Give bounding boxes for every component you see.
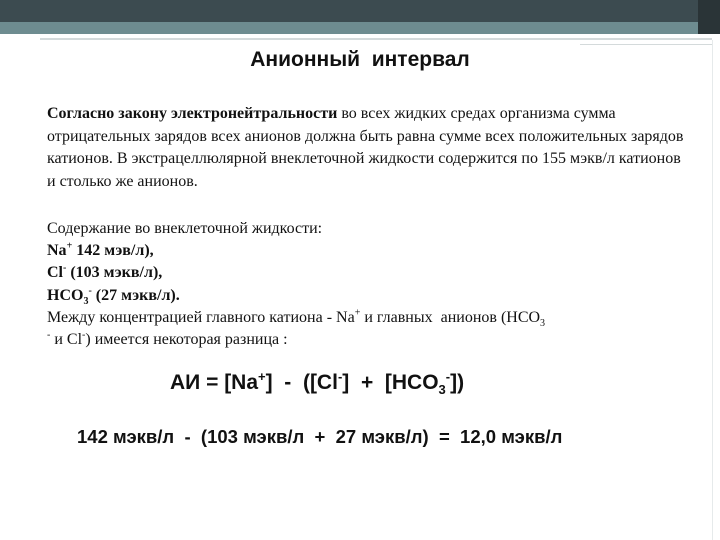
formula-part-a: АИ = [Na xyxy=(170,371,259,394)
difference-text-c: и Cl xyxy=(50,331,83,349)
difference-text-b: и главных анионов (HCO xyxy=(360,308,541,326)
formula-cl-charge: - xyxy=(337,369,343,384)
anion-gap-formula xyxy=(170,369,465,398)
cl-charge: - xyxy=(63,263,67,275)
formula-hco3-subscript: 3 xyxy=(438,382,446,398)
difference-na-charge: + xyxy=(354,307,361,319)
content-heading: Содержание во внеклеточной жидкости: xyxy=(47,220,323,237)
anion-gap-calculation: 142 мэкв/л - (103 мэкв/л + 27 мэкв/л) = 12,0 мэкв/л xyxy=(77,426,563,447)
formula-part-d: ]) xyxy=(450,371,465,394)
content-block xyxy=(47,218,707,351)
na-charge: + xyxy=(66,240,73,252)
difference-cl-charge: - xyxy=(82,329,86,341)
difference-text-a: Между концентрацией главного катиона - Na xyxy=(47,308,355,326)
cl-value: (103 мэкв/л), xyxy=(66,264,163,282)
right-divider xyxy=(712,40,713,540)
na-symbol: Na xyxy=(47,242,67,260)
difference-line-2 xyxy=(47,329,707,351)
hco3-line xyxy=(47,285,707,307)
hco3-subscript: 3 xyxy=(83,295,89,307)
difference-text-d: ) имеется некоторая разница : xyxy=(85,331,288,349)
intro-text: во всех жидких средах организма сумма отрицательных зарядов всех анионов должна быть равна сумме всех положительных зарядов катионов. В экстрацеллюлярной внеклеточной жидкости содержится по 155 мэкв/л катионов и столько же анионов. xyxy=(47,105,684,190)
cl-line xyxy=(47,262,707,284)
difference-line-1 xyxy=(47,307,707,329)
difference-hco3-subscript: 3 xyxy=(540,318,546,329)
intro-bold-text: Согласно закону электронейтральности xyxy=(47,105,338,122)
formula-hco3-charge: - xyxy=(445,369,451,384)
cl-symbol: Cl xyxy=(47,264,63,282)
slide-header-corner xyxy=(698,0,720,34)
header-rule xyxy=(40,38,712,40)
slide-header-accent xyxy=(0,22,720,34)
header-rule-short xyxy=(580,44,712,45)
difference-hco3-charge: - xyxy=(47,329,51,341)
formula-part-b: ] - ([Cl xyxy=(265,371,338,394)
formula-na-charge: + xyxy=(258,369,266,384)
hco3-charge: - xyxy=(88,285,92,297)
na-value: 142 мэв/л), xyxy=(72,242,154,260)
slide-title: Анионный интервал xyxy=(250,48,470,71)
slide-header-bar xyxy=(0,0,720,22)
hco3-value: (27 мэкв/л). xyxy=(91,286,180,304)
formula-part-c: ] + [HCO xyxy=(342,371,439,394)
hco3-symbol: HCO xyxy=(47,286,84,304)
na-line xyxy=(47,240,707,262)
intro-paragraph xyxy=(47,103,687,193)
